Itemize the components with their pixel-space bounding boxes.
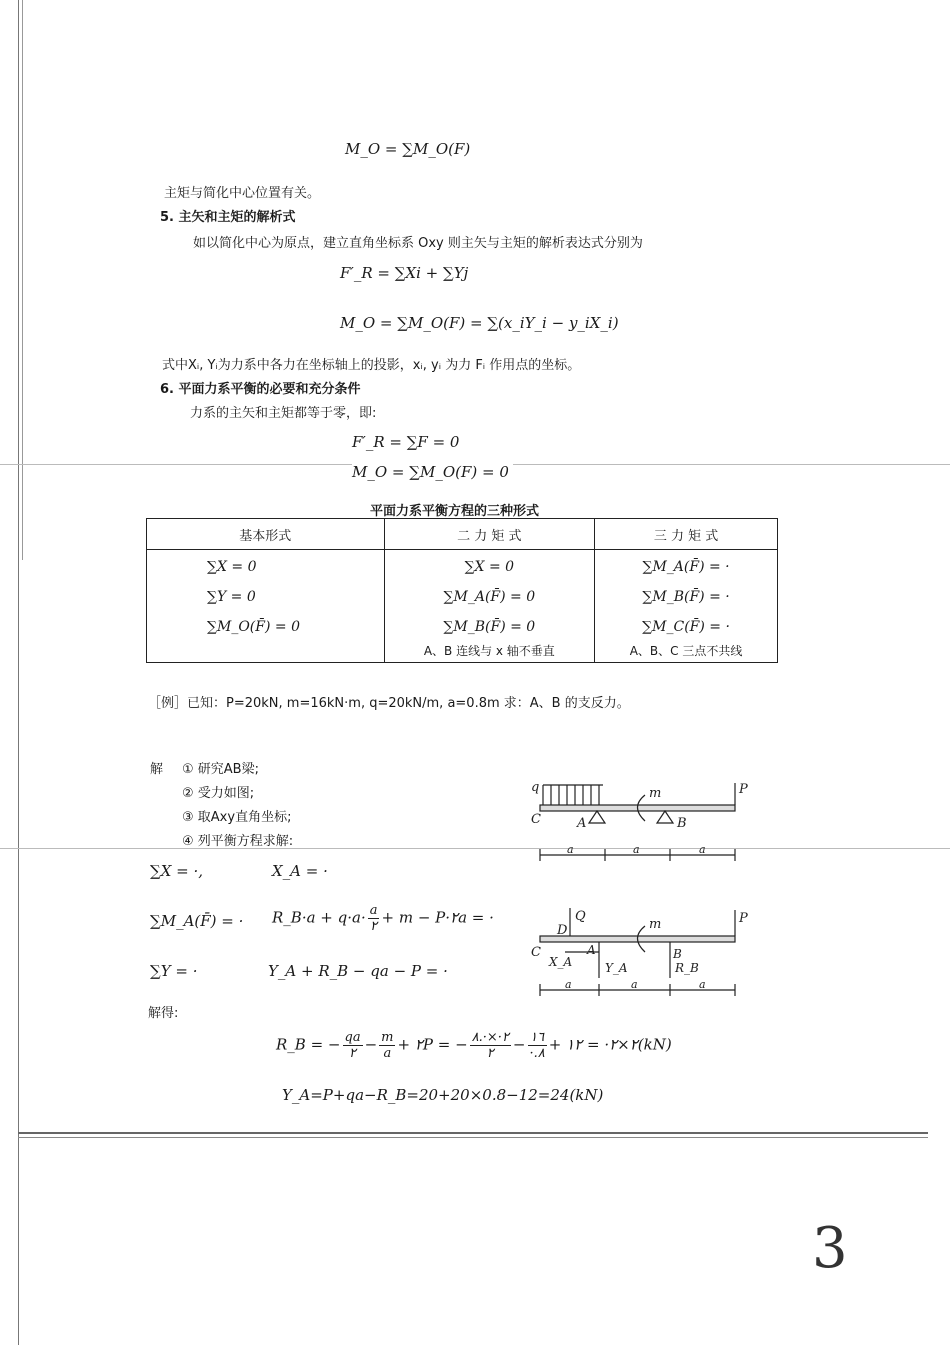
solution-step: ④ 列平衡方程求解: bbox=[182, 834, 294, 849]
eq-sum-x: ∑X = ·, bbox=[150, 862, 204, 880]
table-eq: ∑M_B(F̄) = · bbox=[642, 589, 730, 605]
result-frac bbox=[470, 1030, 511, 1061]
formula-mo-sum: M_O = ∑M_O(F) bbox=[345, 140, 471, 158]
result-tail: + ٢×٢· = ١٢(kN) bbox=[548, 1035, 672, 1054]
solve-label: 解得: bbox=[148, 1006, 179, 1021]
table-cell-two-moment bbox=[384, 550, 595, 663]
result-ya: Y_A=P+qa−R_B=20+20×0.8−12=24(kN) bbox=[282, 1086, 604, 1104]
result-rb: R_B = − $\frac{qa}{٢}$ − $\frac{m}{a}$ + ٢P = − $\frac{٢\cdot\times\cdot.٨}{٢}$ − $\frac{١٦}{\cdot.٨}$ + ٢×٢· = ١٢(kN) bbox=[276, 1030, 672, 1061]
table-eq: ∑M_O(F̄) = 0 bbox=[207, 619, 300, 635]
solution-label: 解 bbox=[150, 762, 164, 777]
table-eq: ∑M_C(F̄) = · bbox=[642, 619, 730, 635]
label-p: P bbox=[739, 782, 748, 797]
scan-fold-line-2 bbox=[0, 848, 950, 849]
result-frac bbox=[343, 1030, 363, 1061]
solution-step: ② 受力如图; bbox=[182, 786, 255, 801]
scan-left-edge-2 bbox=[22, 0, 23, 560]
table-eq: ∑Y = 0 bbox=[207, 589, 256, 605]
frac-numerator: ١٦ bbox=[528, 1030, 547, 1046]
table-note-two-moment: A、B 连线与 x 轴不垂直 bbox=[423, 644, 555, 658]
section5-title: 5. 主矢和主矩的解析式 bbox=[160, 210, 296, 225]
solution-step: ① 研究AB梁; bbox=[182, 762, 259, 777]
eq-sum-y: ∑Y = · bbox=[150, 962, 198, 980]
eq-sum-ma: ∑M_A(F̄) = · bbox=[150, 912, 244, 930]
formula-eq-mo: M_O = ∑M_O(F) = 0 bbox=[352, 463, 513, 481]
eq-ma-rhs-pre: R_B·a + q·a· bbox=[272, 908, 366, 927]
frac-denominator: ٢ bbox=[349, 1046, 357, 1061]
label-ya: Y_A bbox=[605, 961, 628, 975]
label-b: B bbox=[677, 816, 687, 831]
support-b bbox=[657, 811, 673, 823]
main-moment-note: 主矩与简化中心位置有关。 bbox=[164, 186, 321, 201]
example-statement: ［例］已知：P=20kN, m=16kN·m, q=20kN/m, a=0.8m 求：A、B 的支反力。 bbox=[148, 696, 630, 711]
frac-denominator: ٢ bbox=[486, 1046, 494, 1061]
beam-load-diagram bbox=[525, 775, 750, 870]
table-header-three-moment: 三 力 矩 式 bbox=[595, 519, 778, 550]
section6-title: 6. 平面力系平衡的必要和充分条件 bbox=[160, 382, 361, 397]
eq-ma-rhs bbox=[272, 903, 494, 934]
section5-body: 如以简化中心为原点，建立直角坐标系 Oxy 则主矢与主矩的解析表达式分别为 bbox=[193, 236, 643, 251]
table-eq: ∑M_A(F̄) = · bbox=[642, 559, 730, 575]
table-eq: ∑M_B(F̄) = 0 bbox=[443, 619, 536, 635]
dim-label-a: a bbox=[633, 843, 640, 856]
table-note-three-moment: A、B、C 三点不共线 bbox=[629, 644, 743, 658]
dim-label-a: a bbox=[565, 978, 572, 991]
eq-x-a: X_A = · bbox=[272, 862, 328, 880]
frac-numerator: a bbox=[369, 903, 378, 918]
scan-left-edge bbox=[18, 0, 19, 1345]
dim-label-a: a bbox=[699, 843, 706, 856]
label-rb: R_B bbox=[675, 961, 699, 975]
eq-ma-frac bbox=[368, 903, 380, 934]
eq-y-rhs: Y_A + R_B − qa − P = · bbox=[268, 962, 448, 980]
label-q: q bbox=[531, 780, 540, 795]
result-frac bbox=[379, 1030, 395, 1061]
frac-denominator: ·.٨ bbox=[529, 1046, 545, 1061]
label-d: D bbox=[557, 923, 568, 938]
dim-label-a: a bbox=[631, 978, 638, 991]
table-cell-three-moment bbox=[595, 550, 778, 663]
scan-bottom-rule bbox=[18, 1132, 928, 1134]
result-mid: + ٢P = − bbox=[397, 1035, 468, 1054]
label-a: A bbox=[587, 943, 596, 957]
dim-label-a: a bbox=[699, 978, 706, 991]
solution-step: ③ 取Axy直角坐标; bbox=[182, 810, 292, 825]
where-note: 式中Xᵢ, Yᵢ为力系中各力在坐标轴上的投影，xᵢ, yᵢ 为力 Fᵢ 作用点的坐标。 bbox=[162, 358, 581, 373]
table-eq: ∑X = 0 bbox=[464, 559, 515, 575]
frac-numerator: m bbox=[381, 1030, 394, 1045]
table-header-basic: 基本形式 bbox=[147, 519, 385, 550]
table-title: 平面力系平衡方程的三种形式 bbox=[370, 504, 540, 519]
table-header-two-moment: 二 力 矩 式 bbox=[384, 519, 595, 550]
eq-ma-rhs-post: + m − P·٢a = · bbox=[381, 908, 494, 927]
dim-label-a: a bbox=[567, 843, 574, 856]
frac-denominator: a bbox=[383, 1046, 392, 1061]
label-xa: X_A bbox=[549, 955, 573, 969]
frac-numerator: qa bbox=[344, 1030, 361, 1045]
result-rb-lhs: R_B = − bbox=[276, 1035, 341, 1054]
label-m: m bbox=[649, 917, 662, 932]
label-q-force: Q bbox=[575, 909, 586, 924]
label-m: m bbox=[649, 786, 662, 801]
label-p: P bbox=[739, 911, 748, 926]
result-frac bbox=[528, 1030, 547, 1061]
table-cell-basic bbox=[147, 550, 385, 663]
equilibrium-forms-table bbox=[146, 518, 778, 663]
label-a: A bbox=[577, 816, 587, 831]
table-eq: ∑M_A(F̄) = 0 bbox=[443, 589, 536, 605]
label-c: C bbox=[531, 945, 541, 960]
free-body-diagram bbox=[525, 900, 750, 1000]
section6-body: 力系的主矢和主矩都等于零，即: bbox=[190, 406, 377, 421]
frac-numerator: ٢·×·.٨ bbox=[471, 1030, 509, 1045]
frac-denominator: ٢ bbox=[370, 919, 378, 934]
support-a bbox=[589, 811, 605, 823]
page-number: 3 bbox=[812, 1216, 848, 1281]
label-b: B bbox=[673, 947, 682, 961]
scan-bottom-rule-2 bbox=[18, 1137, 928, 1138]
formula-eq-fr: F′_R = ∑F = 0 bbox=[352, 433, 460, 451]
label-c: C bbox=[531, 812, 541, 827]
formula-fr-analytic: F′_R = ∑Xi + ∑Yj bbox=[340, 264, 469, 282]
table-eq: ∑X = 0 bbox=[207, 559, 257, 575]
formula-mo-analytic: M_O = ∑M_O(F) = ∑(x_iY_i − y_iX_i) bbox=[340, 314, 619, 332]
